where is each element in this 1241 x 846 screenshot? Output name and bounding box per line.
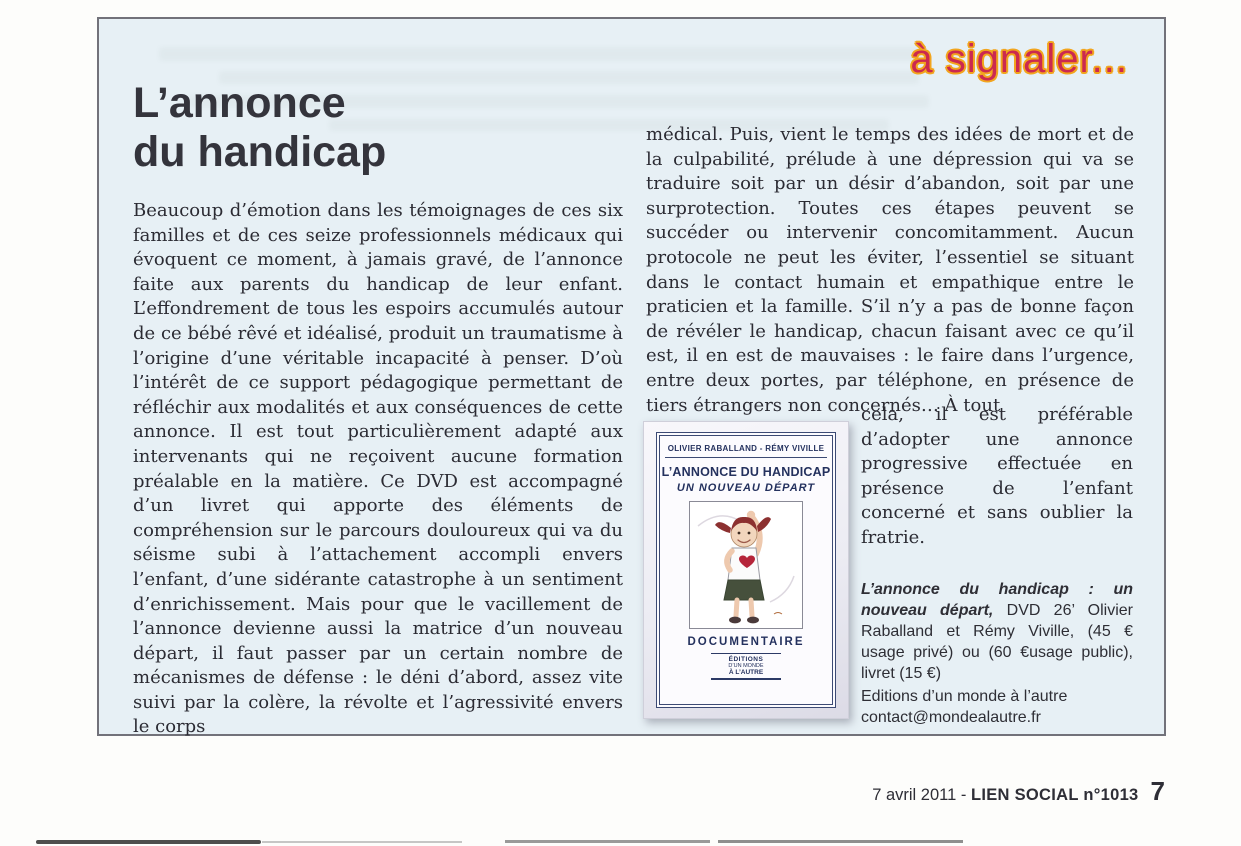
scan-edge-artifact — [505, 840, 710, 843]
dvd-subtitle: UN NOUVEAU DÉPART — [676, 482, 816, 494]
dvd-genre: DOCUMENTAIRE — [687, 636, 805, 648]
footer-date: 7 avril 2011 - — [872, 786, 971, 804]
scan-edge-artifact — [718, 840, 963, 843]
dvd-publisher-line1: ÉDITIONS — [728, 655, 764, 663]
dvd-publisher-line3: À L’AUTRE — [728, 669, 764, 677]
article-column-left: Beaucoup d’émotion dans les témoignages de ces six familles et de ces seize professionnels médicaux qui évoquent ce moment, à jamais gravé, de l’annonce faite aux parents du handicap de leur enfant. L’effondrement de tous les espoirs accumulés autour de ce bébé rêvé et idéalisé, produit un traumatisme à l’origine d’une véritable incapacité à penser. D’où l’intérêt de ce support pédagogique permettant de réfléchir aux modalités et aux conséquences de cette annonce. Il est tout particulièrement adapté aux intervenants qui ne reçoivent aucune formation préalable en la matière. Ce DVD est accompagné d’un livret qui apporte des éléments de compréhension sur le parcours douloureux qui va du séisme subi à l’attachement accompli envers l’enfant, d’une sidérante catastrophe à un sentiment d’enrichissement. Mais pour que le vacillement de l’annonce devienne aussi la matrice d’un nouveau départ, il faut passer par un certain nombre de mécanismes de défense : le déni d’abord, assez vite suivi par la colère, la révolte et l’agressivité envers le corps — [133, 200, 623, 738]
article-title-line1: L’annonce — [133, 79, 346, 127]
page-footer — [0, 776, 1165, 807]
dvd-caption-email: contact@mondealautre.fr — [861, 709, 1041, 726]
dvd-publisher-logo — [711, 653, 781, 680]
dvd-title: L’ANNONCE DU HANDICAP — [661, 465, 831, 479]
child-illustration-icon — [689, 501, 803, 629]
dvd-cover-frame-inner — [659, 435, 833, 705]
footer-magazine-title: LIEN SOCIAL n°1013 — [970, 786, 1139, 804]
dvd-caption-publisher: Editions d’un monde à l’autre — [861, 688, 1068, 705]
article-column-right-beside-cover: cela, il est préférable d’adopter une annonce progressive effectuée en présence de l’enfant concerné et sans oublier la fratrie. — [861, 404, 1133, 548]
section-label: à signaler... — [910, 37, 1128, 81]
footer-page-number: 7 — [1150, 776, 1165, 806]
dvd-caption-reference — [861, 579, 1133, 684]
dvd-caption-details: DVD 26’ Olivier Raballand et Rémy Viville, (45 € usage privé) ou (60 €usage public), livret (15 €) — [861, 602, 1134, 682]
article-panel — [97, 17, 1166, 736]
dvd-cover — [643, 421, 849, 719]
scan-edge-artifact — [262, 841, 462, 843]
article-title-line2: du handicap — [133, 128, 387, 176]
dvd-cover-frame — [656, 432, 836, 708]
article-title — [133, 79, 386, 177]
dvd-caption-title: L’annonce du handicap : un nouveau départ, — [861, 581, 1133, 619]
dvd-publisher-line2: D’UN MONDE — [728, 662, 764, 669]
dvd-authors: OLIVIER RABALLAND - RÉMY VIVILLE — [665, 444, 827, 458]
scan-edge-artifact — [36, 840, 261, 844]
article-column-right-top: médical. Puis, vient le temps des idées de mort et de la culpabilité, prélude à une dépression qui va se traduire soit par un désir d’abandon, soit par une surprotection. Toutes ces étapes peuvent se succéder ou intervenir concomitamment. Aucun protocole ne peut les éviter, l’essentiel se situant dans le contact humain et empathique entre le praticien et la famille. S’il n’y a pas de bonne façon de révéler le handicap, chacun faisant avec ce qu’il est, il en est de mauvaises : le faire dans l’urgence, entre deux portes, par téléphone, en présence de tiers étrangers non concernés… À tout — [646, 124, 1134, 416]
dvd-caption — [861, 579, 1133, 728]
scan-ghosting — [159, 47, 919, 61]
